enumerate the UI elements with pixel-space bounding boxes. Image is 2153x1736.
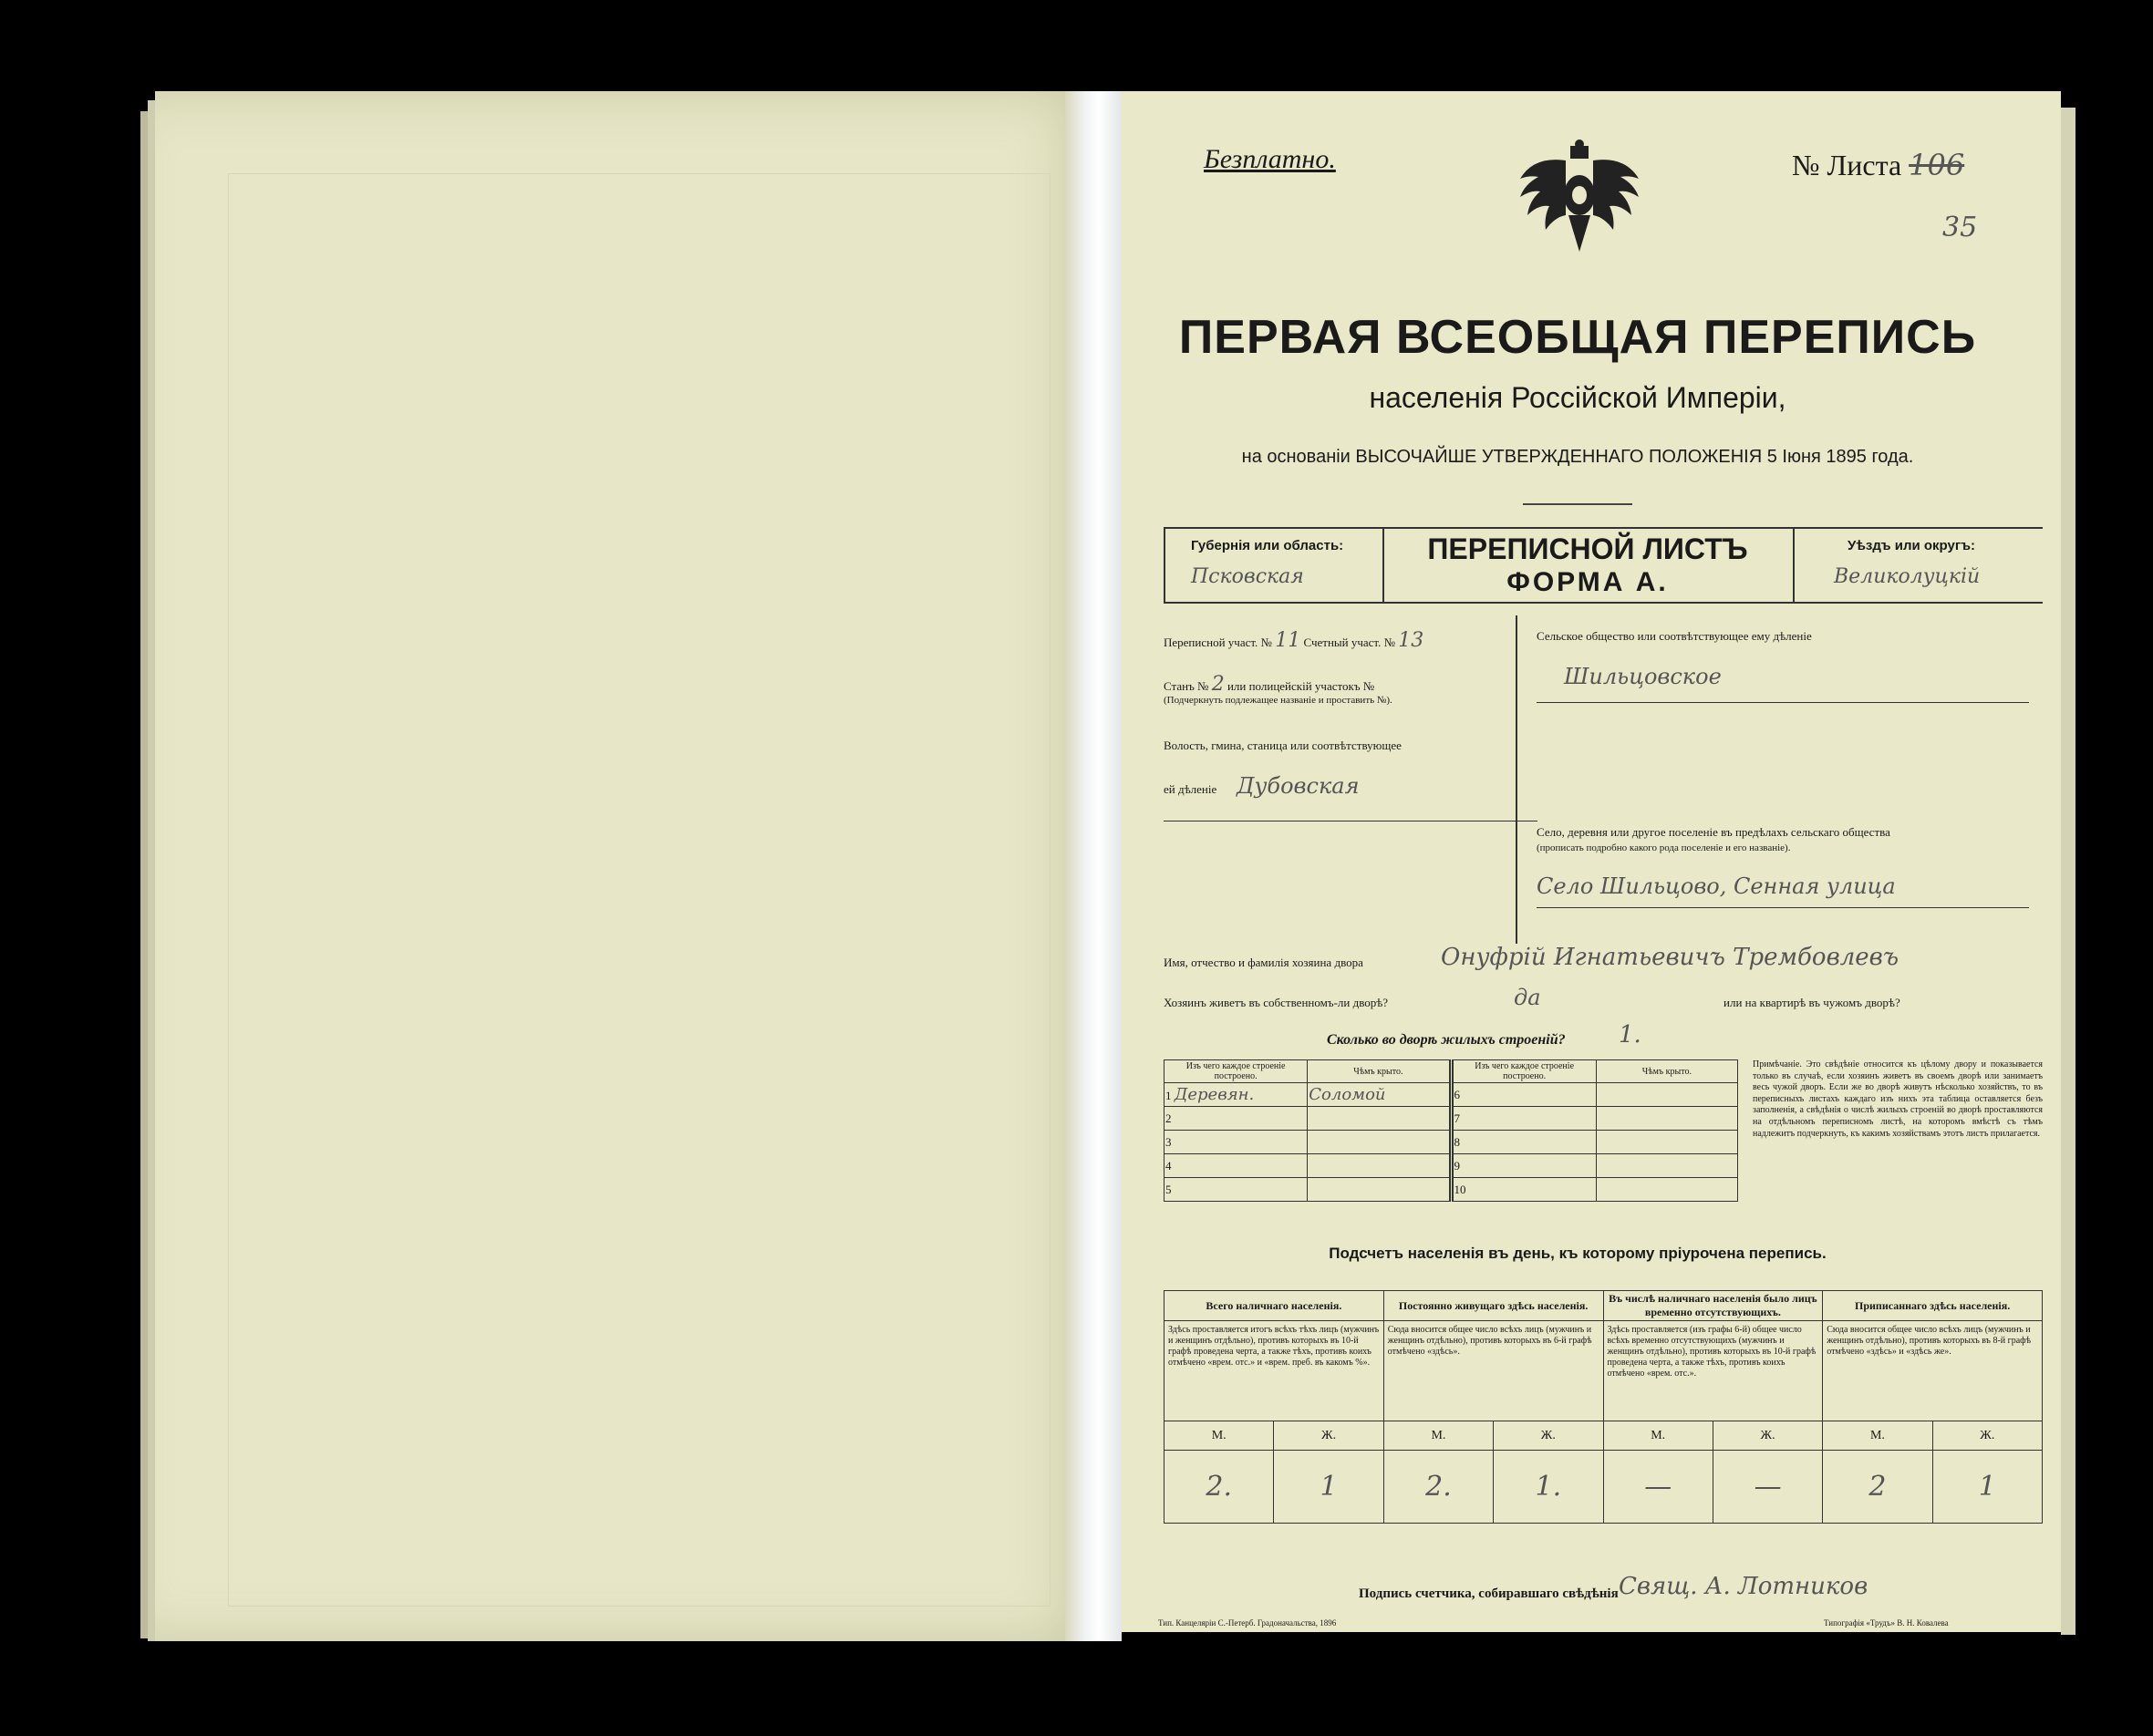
left-blank-page	[155, 91, 1103, 1641]
tally-m-3: —	[1603, 1451, 1713, 1524]
volost-value: Дубовская	[1237, 773, 1360, 799]
tally-f-2: 1.	[1494, 1451, 1603, 1524]
tally-m-4: 2	[1823, 1451, 1932, 1524]
left-page-frame	[228, 173, 1051, 1607]
sheet-no-value: 106	[1909, 148, 1965, 182]
male-label: М.	[1383, 1421, 1493, 1451]
corner-mark: 35	[1942, 212, 1978, 243]
female-label: Ж.	[1932, 1421, 2042, 1451]
tally-f-1: 1	[1274, 1451, 1383, 1524]
female-label: Ж.	[1713, 1421, 1822, 1451]
sheet-no-label: № Листа	[1792, 149, 1902, 181]
tally-title: Подсчетъ населенія въ день, къ которому пріурочена перепись.	[1329, 1245, 1827, 1262]
tally-desc-2: Сюда вносится общее число всѣхъ лицъ (мужчинъ и женщинъ отдѣльно), противъ которыхъ въ 6-й графѣ отмѣчено «здѣсь».	[1383, 1321, 1603, 1421]
own-yard-value: да	[1514, 985, 1541, 1010]
row-number: 9	[1451, 1154, 1596, 1178]
ornament-divider	[1523, 503, 1632, 505]
census-area-label: Переписной участ. №	[1164, 636, 1272, 649]
buildings-value: 1.	[1619, 1021, 1641, 1049]
province-label: Губернія или область:	[1191, 538, 1344, 553]
female-label: Ж.	[1274, 1421, 1383, 1451]
male-label: М.	[1823, 1421, 1932, 1451]
row-number: 10	[1451, 1178, 1596, 1202]
signature-label: Подпись счетчика, собиравшаго свѣдѣнія	[1359, 1586, 1619, 1601]
census-area-value: 11	[1275, 629, 1301, 652]
census-form-page	[1122, 91, 2061, 1632]
district-label: Уѣздъ или округъ:	[1848, 538, 1976, 553]
table-row: 1 Деревян.	[1164, 1083, 1308, 1107]
tally-m-1: 2.	[1164, 1451, 1274, 1524]
bt-h3: Изъ чего каждое строеніе построено.	[1451, 1060, 1596, 1083]
owner-name-label: Имя, отчество и фамилія хозяина двора	[1164, 956, 1363, 969]
row-number: 6	[1451, 1083, 1596, 1107]
top-box	[1164, 527, 2043, 604]
male-label: М.	[1164, 1421, 1274, 1451]
police-label: или полицейскій участокъ №	[1227, 679, 1375, 693]
main-title: ПЕРВАЯ ВСЕОБЩАЯ ПЕРЕПИСЬ	[1178, 311, 1977, 364]
province-value: Псковская	[1191, 565, 1304, 588]
buildings-note: Примѣчаніе. Это свѣдѣніе относится къ цѣлому двору и показывается только въ случаѣ, если хозяинъ живетъ въ своемъ дворѣ или занимаетъ весь чужой дворъ. Если же во дворѣ живутъ нѣсколько хозяйствъ, то въ переписныхъ листахъ каждаго изъ нихъ эта таблица оставляется безъ заполненія, а свѣдѣнія о числѣ жилыхъ строеній во дворѣ проставляются на отдѣльномъ переписномъ листѣ, на которомъ вмѣстѣ съ тѣмъ надлежитъ подчеркнуть, къ какимъ хозяйствамъ этотъ листъ прилагается.	[1753, 1059, 2043, 1139]
owner-name-value: Онуфрій Игнатьевичъ Трембовлевъ	[1441, 944, 1899, 971]
volost-label: Волость, гмина, станица или соотвѣтствующее	[1164, 739, 1402, 752]
village-value: Село Шильцово, Сенная улица	[1537, 873, 1896, 899]
free-label: Безплатно.	[1204, 144, 1336, 174]
tally-m-2: 2.	[1383, 1451, 1493, 1524]
form-subtitle: ФОРМА А.	[1506, 567, 1669, 597]
sub-title: населенія Россійской Имперіи,	[1369, 381, 1786, 414]
tally-head-1: Всего наличнаго населенія.	[1164, 1291, 1384, 1321]
buildings-label: Сколько во дворѣ жилыхъ строеній?	[1327, 1032, 1566, 1048]
bt-h1: Изъ чего каждое строеніе построено.	[1164, 1060, 1308, 1083]
female-label: Ж.	[1494, 1421, 1603, 1451]
row-number: 2	[1164, 1107, 1308, 1131]
own-yard-label: Хозяинъ живетъ въ собственномъ-ли дворѣ?	[1164, 996, 1389, 1009]
print-right: Типографія «Трудъ» В. Н. Ковалева	[1824, 1618, 1949, 1628]
form-title: ПЕРЕПИСНОЙ ЛИСТЪ	[1427, 532, 1748, 565]
location-fields-left	[1164, 620, 1537, 935]
location-fields-right	[1537, 620, 2047, 935]
row-number: 3	[1164, 1131, 1308, 1154]
police-note: (Подчеркнуть подлежащее названіе и проставить №).	[1164, 695, 1392, 706]
rent-label: или на квартирѣ въ чужомъ дворѣ?	[1723, 996, 1900, 1009]
volost-label-2: ей дѣленіе	[1164, 782, 1217, 796]
stan-value: 2	[1211, 673, 1225, 696]
tally-f-3: —	[1713, 1451, 1822, 1524]
tally-head-3: Въ числѣ наличнаго населенія было лицъ временно отсутствующихъ.	[1603, 1291, 1823, 1321]
basis-line: на основаніи ВЫСОЧАЙШЕ УТВЕРЖДЕННАГО ПОЛОЖЕНІЯ 5 Іюня 1895 года.	[1241, 447, 1914, 467]
tally-f-4: 1	[1932, 1451, 2042, 1524]
bt-h4: Чѣмъ крыто.	[1596, 1060, 1737, 1083]
imperial-eagle-emblem-icon	[1516, 139, 1643, 257]
tally-head-2: Постоянно живущаго здѣсь населенія.	[1383, 1291, 1603, 1321]
sheet-number	[1792, 148, 1964, 182]
tally-desc-1: Здѣсь проставляется итогъ всѣхъ тѣхъ лицъ (мужчинъ и женщинъ отдѣльно), противъ которыхъ въ 10-й графѣ проведена черта, а также тѣхъ, противъ коихъ отмѣчено «врем. отс.» и «врем. преб. въ какомъ %».	[1164, 1321, 1384, 1421]
district-value: Великолуцкій	[1834, 565, 1981, 588]
society-value: Шильцовское	[1564, 664, 1722, 689]
count-area-value: 13	[1398, 629, 1424, 652]
signature-value: Свящ. А. Лотников	[1619, 1573, 1868, 1600]
count-area-label: Счетный участ. №	[1303, 636, 1396, 649]
row-number: 7	[1451, 1107, 1596, 1131]
male-label: М.	[1603, 1421, 1713, 1451]
row-number: 5	[1164, 1178, 1308, 1202]
village-note: (прописать подробно какого рода поселеніе и его названіе).	[1537, 842, 1791, 853]
village-label: Село, деревня или другое поселеніе въ предѣлахъ сельскаго общества	[1537, 825, 1890, 839]
tally-desc-3: Здѣсь проставляется (изъ графы 6-й) общее число всѣхъ временно отсутствующихъ (мужчинъ и женщинъ отдѣльно), противъ которыхъ въ 10-й графѣ проведена черта, а также тѣхъ, противъ коихъ отмѣчено «врем. отс.».	[1603, 1321, 1823, 1421]
tally-head-4: Приписаннаго здѣсь населенія.	[1823, 1291, 2043, 1321]
buildings-table	[1164, 1059, 1738, 1202]
row-number: 4	[1164, 1154, 1308, 1178]
roof-cell: Соломой	[1308, 1083, 1451, 1107]
print-left: Тип. Канцеляріи С.-Петерб. Градоначальства, 1896	[1158, 1618, 1337, 1628]
tally-table	[1164, 1290, 2043, 1524]
book-spine	[1065, 91, 1122, 1641]
stan-label: Станъ №	[1164, 679, 1209, 693]
fields-divider	[1516, 615, 1517, 944]
row-number: 8	[1451, 1131, 1596, 1154]
bt-h2: Чѣмъ крыто.	[1308, 1060, 1451, 1083]
society-label: Сельское общество или соотвѣтствующее ему дѣленіе	[1537, 629, 1812, 643]
tally-desc-4: Сюда вносится общее число всѣхъ лицъ (мужчинъ и женщинъ отдѣльно), противъ которыхъ въ 8-й графѣ отмѣчено «здѣсь» и «здѣсь же».	[1823, 1321, 2043, 1421]
